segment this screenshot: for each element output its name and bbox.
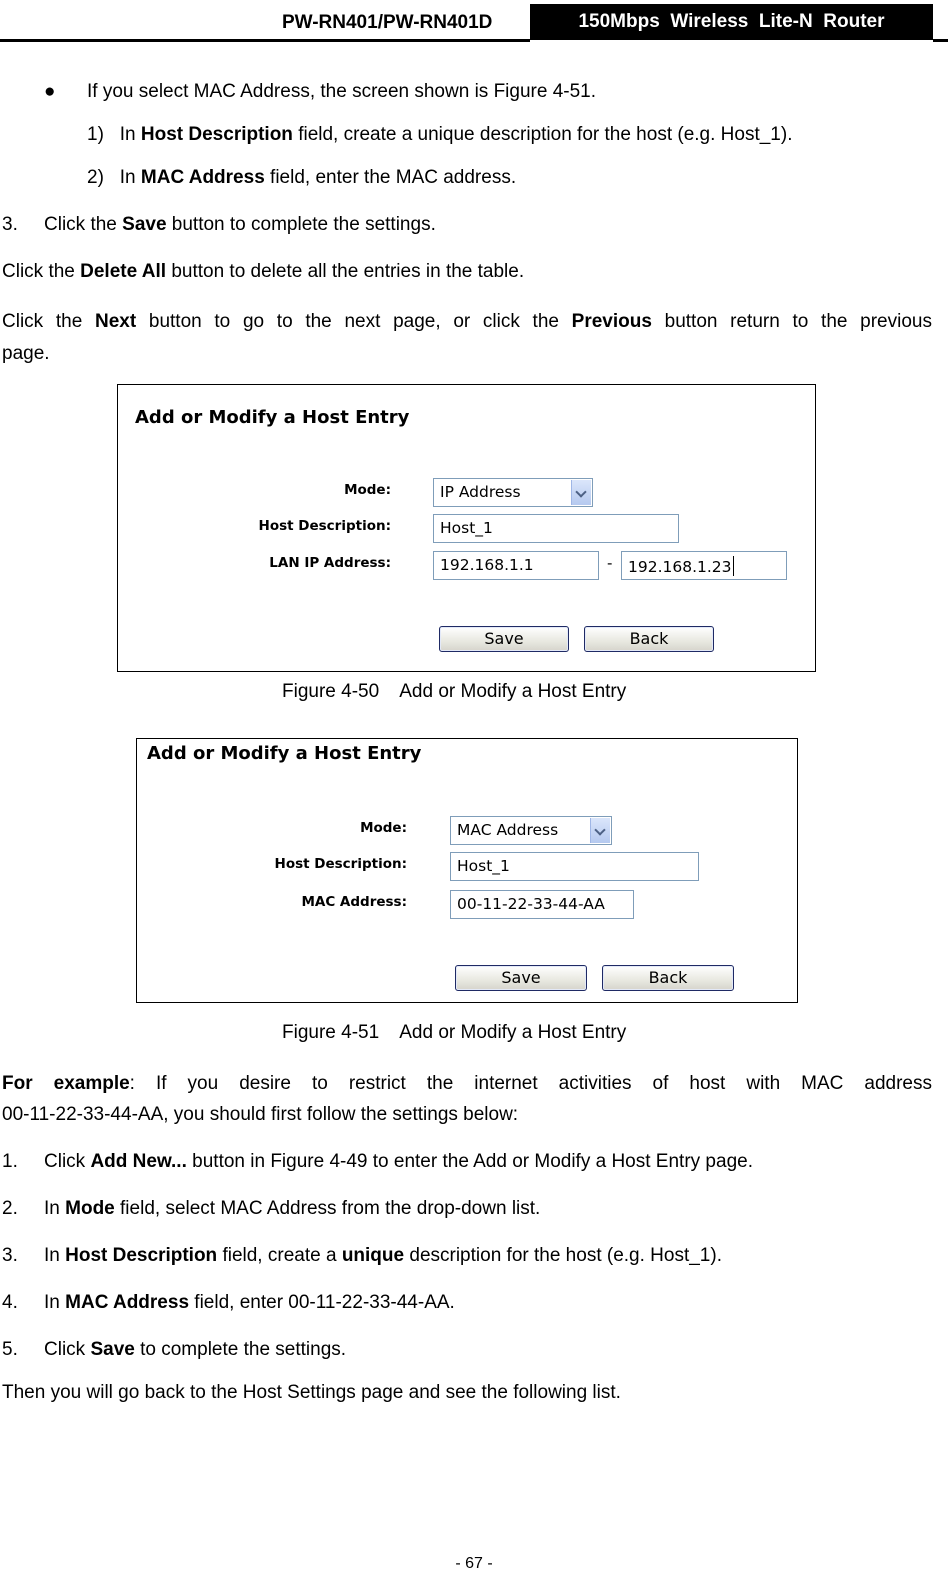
mac-address-input[interactable] [450,890,634,919]
paragraph-bold: Next [94,311,137,332]
host-description-label: Host Description: [274,856,407,872]
example-step-number: 2. [2,1198,18,1219]
example-step-4 [44,1292,455,1314]
mode-select-value: MAC Address [457,821,559,839]
next-previous-paragraph [2,311,932,333]
mode-select[interactable] [433,478,593,507]
step-text: In [44,1198,60,1219]
sub-step-number: 2) [87,167,104,188]
mac-address-label: MAC Address: [301,894,407,910]
paragraph-continuation: 00-11-22-33-44-AA, you should first follow the settings below: [2,1104,519,1125]
step-bold: Save [122,214,167,235]
header-rule [0,39,530,42]
example-step-number: 3. [2,1245,18,1266]
sub-step-text: In [119,167,136,188]
step-text: description for the host (e.g. Host_1). [409,1245,722,1266]
sub-step-bold: Host Description [140,124,293,145]
lan-ip-label: LAN IP Address: [269,555,391,571]
step-text: button in Figure 4-49 to enter the Add or Modify a Host Entry page. [192,1151,753,1172]
example-paragraph [2,1073,932,1095]
step-bold: Add New... [90,1151,187,1172]
step-text: field, create a [222,1245,337,1266]
host-description-value: Host_1 [457,857,510,875]
chevron-down-icon[interactable] [590,818,610,843]
sub-step-bold: MAC Address [140,167,265,188]
header-title-box [530,4,933,40]
step-3 [44,214,436,236]
figure-4-50-caption: Figure 4-50 Add or Modify a Host Entry [282,681,627,702]
paragraph-bold: For example [2,1073,130,1094]
paragraph-text: button return to the previous [664,311,932,332]
paragraph-text: Click the [2,311,83,332]
back-button[interactable]: Back [584,626,714,652]
mode-select-value: IP Address [440,483,521,501]
paragraph-text: : If you desire to restrict the internet activities of host with MAC address [129,1073,932,1094]
delete-all-paragraph [2,261,524,283]
panel-title: Add or Modify a Host Entry [147,743,422,764]
example-step-number: 5. [2,1339,18,1360]
step-bold: MAC Address [65,1292,190,1313]
step-bold: Save [90,1339,135,1360]
step-text: to complete the settings. [140,1339,347,1360]
step-text: Click [44,1339,86,1360]
paragraph-text: Click the [2,261,75,282]
paragraph-continuation: page. [2,343,50,364]
text-caret [733,556,734,576]
sub-step-number: 1) [87,124,104,145]
host-description-input[interactable] [450,852,699,881]
sub-step-text: field, create a unique description for the host (e.g. Host_1). [298,124,793,145]
lan-ip-end-value: 192.168.1.23 [628,558,732,576]
page-header [0,0,948,44]
step-text: In [44,1292,60,1313]
paragraph-bold: Delete All [80,261,167,282]
sub-step-2 [87,167,516,189]
ip-range-dash: - [607,554,613,572]
closing-paragraph: Then you will go back to the Host Settings page and see the following list. [2,1382,621,1403]
paragraph-bold: Previous [571,311,652,332]
step-text: button to complete the settings. [171,214,436,235]
example-step-5 [44,1339,346,1361]
panel-title: Add or Modify a Host Entry [135,407,410,428]
header-title: 150Mbps Wireless Lite-N Router [578,11,885,32]
lan-ip-start-value: 192.168.1.1 [440,556,534,574]
step-text: Click the [44,214,117,235]
paragraph-text: button to go to the next page, or click the [148,311,559,332]
sub-step-text: field, enter the MAC address. [270,167,517,188]
back-button[interactable]: Back [602,965,734,991]
step-text: field, select MAC Address from the drop-down list. [120,1198,541,1219]
step-text: Click [44,1151,86,1172]
mac-address-value: 00-11-22-33-44-AA [457,895,605,913]
figure-4-50-panel [117,384,816,672]
example-step-number: 4. [2,1292,18,1313]
example-step-1 [44,1151,753,1173]
host-description-input[interactable] [433,514,679,543]
bullet-text: If you select MAC Address, the screen shown is Figure 4-51. [87,81,597,102]
step-bold: Mode [65,1198,115,1219]
sub-step-1 [87,124,792,146]
step-text: In [44,1245,60,1266]
step-bold: Host Description [65,1245,218,1266]
example-step-number: 1. [2,1151,18,1172]
figure-4-51-caption: Figure 4-51 Add or Modify a Host Entry [282,1022,627,1043]
save-button[interactable]: Save [439,626,569,652]
host-description-value: Host_1 [440,519,493,537]
header-rule-right [933,39,948,42]
mode-label: Mode: [344,482,391,498]
paragraph-text: button to delete all the entries in the table. [171,261,525,282]
lan-ip-start-input[interactable] [433,551,599,580]
step-3-number: 3. [2,214,18,235]
step-text: field, enter 00-11-22-33-44-AA. [194,1292,455,1313]
save-button[interactable]: Save [455,965,587,991]
page-number: - 67 - [455,1555,493,1572]
mode-label: Mode: [360,820,407,836]
example-step-3 [44,1245,722,1267]
step-bold: unique [341,1245,405,1266]
lan-ip-end-input[interactable] [621,551,787,580]
host-description-label: Host Description: [258,518,391,534]
example-step-2 [44,1198,540,1220]
chevron-down-icon[interactable] [571,480,591,505]
figure-4-51-panel [136,738,798,1003]
bullet-glyph: ● [44,81,56,102]
sub-step-text: In [119,124,136,145]
header-model: PW-RN401/PW-RN401D [282,12,493,33]
mode-select[interactable] [450,816,612,845]
